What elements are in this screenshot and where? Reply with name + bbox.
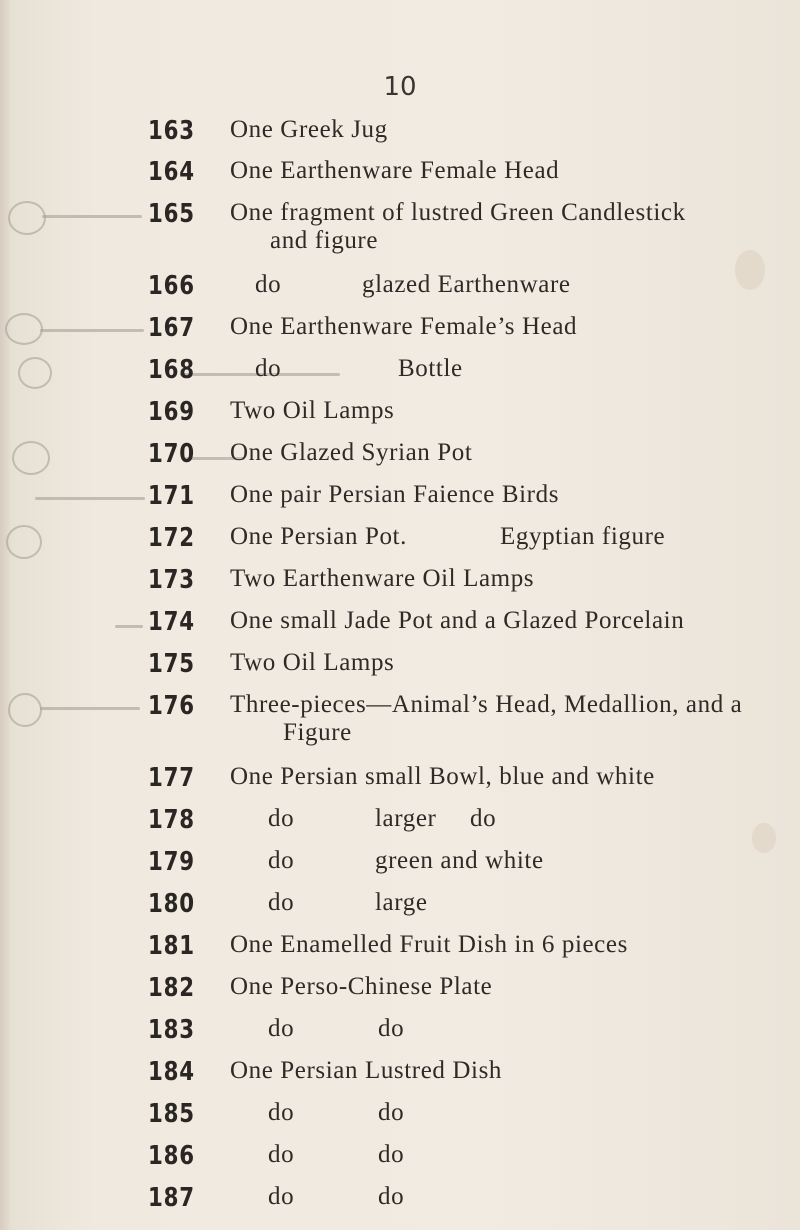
lot-description: One Glazed Syrian Pot [230,439,473,466]
lot-entry [0,481,800,521]
lot-number: 168 [148,355,195,385]
lot-description: do [255,271,282,298]
lot-description: One Persian small Bowl, blue and white [230,763,655,790]
lot-description: One Earthenware Female Head [230,157,560,184]
lot-description: Three-pieces—Animal’s Head, Medallion, and a [230,691,743,718]
lot-description-continued: glazed Earthenware [362,271,571,298]
pencil-circle-mark [12,441,50,475]
lot-number: 178 [148,805,195,835]
pencil-circle-mark [8,201,46,235]
lot-description: do [268,805,295,832]
lot-number: 171 [148,481,195,511]
lot-entry [0,607,800,647]
lot-description: One fragment of lustred Green Candlestick [230,199,686,226]
lot-entry [0,1141,800,1181]
lot-number: 182 [148,973,195,1003]
pencil-line-mark [40,329,144,332]
lot-number: 180 [148,889,195,919]
lot-description: One Earthenware Female’s Head [230,313,578,340]
pencil-line-mark [35,497,145,500]
lot-description-continued: green and white [375,847,544,874]
pencil-circle-mark [5,313,43,345]
lot-description: One Perso-Chinese Plate [230,973,493,1000]
lot-number: 163 [148,116,195,146]
lot-description-continued: Bottle [398,355,463,382]
lot-description-continued: do [378,1015,405,1042]
lot-description: Two Oil Lamps [230,649,395,676]
pencil-line-mark [115,625,143,628]
lot-number: 183 [148,1015,195,1045]
lot-entry [0,889,800,929]
lot-description-continued: and figure [270,227,379,254]
lot-description: do [268,1141,295,1168]
lot-entry [0,1183,800,1223]
lot-number: 185 [148,1099,195,1129]
pencil-circle-mark [18,357,52,389]
lot-description: do [268,1015,295,1042]
lot-number: 164 [148,157,195,187]
lot-entry [0,1099,800,1139]
lot-description: Two Oil Lamps [230,397,395,424]
lot-number: 165 [148,199,195,229]
lot-number: 186 [148,1141,195,1171]
lot-number: 181 [148,931,195,961]
lot-description: Two Earthenware Oil Lamps [230,565,535,592]
lot-number: 170 [148,439,195,469]
lot-description: do [268,1183,295,1210]
lot-number: 166 [148,271,195,301]
lot-number: 172 [148,523,195,553]
lot-number: 187 [148,1183,195,1213]
lot-entry [0,649,800,689]
lot-description: do [268,847,295,874]
lot-entry [0,805,800,845]
lot-description-continued: do [378,1141,405,1168]
lot-entry [0,847,800,887]
lot-description-continued: do [378,1099,405,1126]
lot-number: 177 [148,763,195,793]
lot-description: One Persian Pot. [230,523,407,550]
lot-number: 173 [148,565,195,595]
lot-entry [0,157,800,197]
lot-entry [0,931,800,971]
lot-description-continued: larger [375,805,437,832]
lot-description: One Greek Jug [230,116,388,143]
lot-description-continued: Egyptian figure [500,523,666,550]
lot-description: One small Jade Pot and a Glazed Porcelain [230,607,685,634]
lot-description: do [255,355,282,382]
lot-description-continued: do [378,1183,405,1210]
pencil-line-mark [40,707,140,710]
lot-description: One pair Persian Faience Birds [230,481,560,508]
lot-entry [0,199,800,269]
lot-description: do [268,889,295,916]
lot-entry [0,565,800,605]
page-number: 10 [383,72,417,102]
lot-entry [0,1015,800,1055]
lot-entry [0,116,800,156]
lot-number: 169 [148,397,195,427]
lot-entry [0,1057,800,1097]
lot-entry [0,271,800,311]
lot-number: 184 [148,1057,195,1087]
lot-number: 174 [148,607,195,637]
lot-entry [0,355,800,395]
lot-number: 175 [148,649,195,679]
pencil-line-mark [42,215,142,218]
lot-entry [0,313,800,353]
lot-description: One Persian Lustred Dish [230,1057,502,1084]
lot-entry [0,397,800,437]
lot-description-continued: Figure [283,719,352,746]
lot-entry [0,691,800,761]
lot-description-continued: large [375,889,428,916]
lot-number: 176 [148,691,195,721]
lot-description-ditto: do [470,805,497,832]
lot-entry [0,523,800,563]
lot-description: do [268,1099,295,1126]
lot-number: 179 [148,847,195,877]
pencil-circle-mark [8,693,42,727]
pencil-circle-mark [6,525,42,559]
lot-entry [0,763,800,803]
lot-number: 167 [148,313,195,343]
lot-entry [0,973,800,1013]
lot-entry [0,439,800,479]
lot-description: One Enamelled Fruit Dish in 6 pieces [230,931,628,958]
